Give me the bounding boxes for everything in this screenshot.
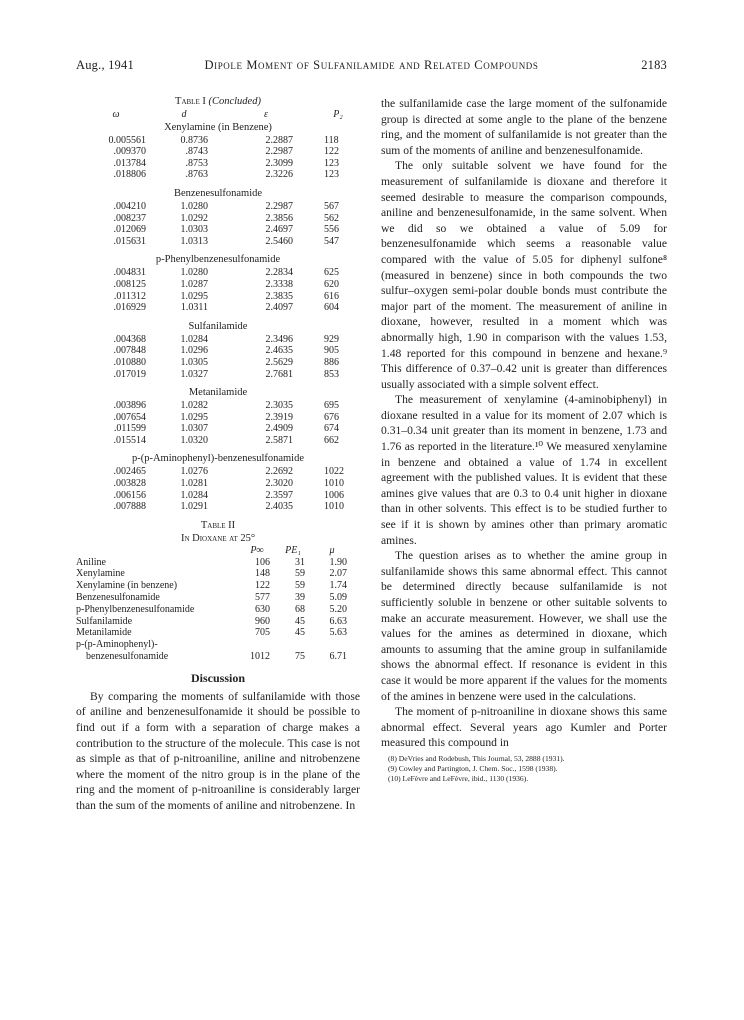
table-row bbox=[76, 604, 360, 616]
table-cell: 2.2692 bbox=[265, 466, 293, 478]
table-cell: 2.5629 bbox=[265, 356, 293, 368]
table-row bbox=[76, 568, 360, 580]
table-1-col-omega: ω bbox=[112, 109, 120, 120]
table-row bbox=[76, 592, 360, 604]
table-1-group-title: Metanilamide bbox=[188, 387, 248, 399]
table-cell: 2.3099 bbox=[265, 157, 293, 169]
table-cell: 2.2887 bbox=[265, 134, 293, 146]
table-cell: 676 bbox=[324, 411, 339, 423]
table-cell: 122 bbox=[324, 146, 339, 158]
table-cell: 929 bbox=[324, 333, 339, 345]
table-1-group-title: Sulfanilamide bbox=[188, 320, 248, 332]
table-cell: 6.63 bbox=[329, 615, 347, 627]
table-cell: 2.3226 bbox=[265, 169, 293, 181]
table-cell: 31 bbox=[295, 556, 305, 568]
table-1-group-title: p-Phenylbenzenesulfonamide bbox=[155, 254, 281, 266]
footnotes bbox=[381, 754, 667, 785]
table-cell: .8743 bbox=[185, 146, 208, 158]
table-cell: .011599 bbox=[113, 423, 146, 435]
table-cell: .006156 bbox=[113, 489, 146, 501]
paragraph: the sulfanilamide case the large moment of the sulfonamide group is directed at some angle to the plane of the benzene ring, and the moment of sulfanilamide is not greater than the sum of the moments of aniline and benzenesulfonamide. bbox=[381, 97, 667, 157]
table-row bbox=[76, 345, 360, 357]
table-2-body bbox=[76, 557, 360, 663]
table-cell: 2.2987 bbox=[265, 200, 293, 212]
table-cell: .015631 bbox=[113, 235, 146, 247]
table-cell: .012069 bbox=[113, 224, 146, 236]
table-cell: 1.0313 bbox=[180, 235, 208, 247]
table-cell: 6.71 bbox=[329, 651, 347, 663]
table-cell: 5.20 bbox=[329, 603, 347, 615]
table-row bbox=[76, 369, 360, 381]
table-row bbox=[76, 580, 360, 592]
table-cell: 625 bbox=[324, 267, 339, 279]
table-cell: 567 bbox=[324, 200, 339, 212]
table-cell: .8763 bbox=[185, 169, 208, 181]
table-1-group bbox=[76, 386, 360, 446]
table-cell: 2.4697 bbox=[265, 224, 293, 236]
compound-name: Sulfanilamide bbox=[76, 615, 133, 627]
footnote: (10) LeFèvre and LeFèvre, ibid., 1130 (1936). bbox=[388, 774, 529, 784]
table-2-header bbox=[76, 545, 360, 557]
table-cell: .8753 bbox=[185, 157, 208, 169]
compound-name: Aniline bbox=[76, 556, 106, 568]
table-row bbox=[76, 478, 360, 490]
table-cell: 1.0305 bbox=[180, 356, 208, 368]
table-cell: 620 bbox=[324, 278, 339, 290]
table-row bbox=[76, 169, 360, 181]
table-cell: 662 bbox=[324, 434, 339, 446]
table-1-group bbox=[76, 253, 360, 313]
table-cell: .002465 bbox=[113, 466, 146, 478]
compound-name: Benzenesulfonamide bbox=[76, 592, 160, 604]
table-cell: .013784 bbox=[113, 157, 146, 169]
table-cell: 705 bbox=[255, 627, 270, 639]
table-cell: 1.74 bbox=[329, 580, 347, 592]
table-1-group-title: Benzenesulfonamide bbox=[173, 187, 263, 199]
table-row bbox=[76, 135, 360, 147]
table-cell: 2.3597 bbox=[265, 489, 293, 501]
table-cell: 2.4035 bbox=[265, 501, 293, 513]
table-cell: .007654 bbox=[113, 411, 146, 423]
table-cell: 75 bbox=[295, 651, 305, 663]
table-1-group bbox=[76, 121, 360, 181]
table-cell: .016929 bbox=[113, 302, 146, 314]
table-cell: .017019 bbox=[113, 368, 146, 380]
table-cell: 1006 bbox=[324, 489, 344, 501]
table-cell: 2.3020 bbox=[265, 478, 293, 490]
table-1-group bbox=[76, 452, 360, 512]
table-1-group-title: Xenylamine (in Benzene) bbox=[164, 121, 272, 133]
table-cell: 45 bbox=[295, 627, 305, 639]
table-cell: 1.0296 bbox=[180, 345, 208, 357]
paragraph: The measurement of xenylamine (4-aminobiphenyl) in dioxane resulted in a value for its moment of 2.07 which is 0.31–0.34 unit greater than its moment in benzene, 1.73 and 1.76 as reported in the literature.¹⁰ We measured xenylamine in benzene and obtained a value of 1.74 in excellent agreement with the published values. It is evident that these amines give values that are 0.3 to 0.4 unit higher in dioxane than in other solvents. This effect is to be studied further to see if it is shown by amines other than primary aromatic amines. bbox=[381, 393, 667, 547]
table-2-subcaption: In Dioxane at 25° bbox=[180, 532, 256, 544]
table-cell: 2.2834 bbox=[265, 267, 293, 279]
table-cell: 2.3035 bbox=[265, 400, 293, 412]
table-1-caption-note: (Concluded) bbox=[208, 96, 261, 107]
table-1-group-title: p-(p-Aminophenyl)-benzenesulfonamide bbox=[131, 453, 305, 465]
table-cell: 2.4635 bbox=[265, 345, 293, 357]
table-row bbox=[76, 158, 360, 170]
table-row bbox=[76, 490, 360, 502]
footnote: (9) Cowley and Partington, J. Chem. Soc., 1598 (1938). bbox=[388, 764, 558, 774]
table-cell: 1.0280 bbox=[180, 267, 208, 279]
table-1-header bbox=[76, 109, 360, 121]
table-cell: 577 bbox=[255, 592, 270, 604]
table-cell: 1010 bbox=[324, 478, 344, 490]
page-number: 2183 bbox=[641, 58, 667, 72]
table-1-col-d: d bbox=[181, 109, 187, 120]
table-cell: 1.0276 bbox=[180, 466, 208, 478]
table-cell: 1.0291 bbox=[180, 501, 208, 513]
table-1-caption: Table I (Concluded) bbox=[175, 96, 261, 107]
table-cell: 1.0295 bbox=[180, 290, 208, 302]
table-1-group bbox=[76, 187, 360, 247]
compound-name: Xenylamine bbox=[76, 568, 125, 580]
header-title: Dipole Moment of Sulfanilamide and Related Compounds bbox=[204, 58, 539, 72]
table-cell: 1022 bbox=[324, 466, 344, 478]
table-cell: 1.0303 bbox=[180, 224, 208, 236]
table-row bbox=[76, 400, 360, 412]
table-cell: 5.09 bbox=[329, 592, 347, 604]
table-row bbox=[76, 651, 360, 663]
table-cell: .011312 bbox=[113, 290, 146, 302]
table-cell: 674 bbox=[324, 423, 339, 435]
table-row bbox=[76, 466, 360, 478]
table-cell: 59 bbox=[295, 568, 305, 580]
table-row bbox=[76, 627, 360, 639]
table-row bbox=[76, 302, 360, 314]
table-cell: 2.3835 bbox=[265, 290, 293, 302]
table-cell: 2.5460 bbox=[265, 235, 293, 247]
table-cell: 1.0287 bbox=[180, 278, 208, 290]
table-row bbox=[76, 501, 360, 513]
table-cell: 556 bbox=[324, 224, 339, 236]
table-row bbox=[76, 213, 360, 225]
table-row bbox=[76, 423, 360, 435]
table-cell: 2.5871 bbox=[265, 434, 293, 446]
table-row bbox=[76, 236, 360, 248]
table-cell: 106 bbox=[255, 556, 270, 568]
table-row bbox=[76, 639, 360, 651]
table-cell: .004210 bbox=[113, 200, 146, 212]
table-cell: 2.4909 bbox=[265, 423, 293, 435]
table-cell: 886 bbox=[324, 356, 339, 368]
footnote: (8) DeVries and Rodebush, This Journal, 53, 2888 (1931). bbox=[388, 753, 565, 763]
table-cell: 1.0280 bbox=[180, 200, 208, 212]
table-cell: .018806 bbox=[113, 169, 146, 181]
table-cell: 562 bbox=[324, 212, 339, 224]
table-cell: .008125 bbox=[113, 278, 146, 290]
compound-name: Xenylamine (in benzene) bbox=[76, 580, 178, 592]
header-date: Aug., 1941 bbox=[76, 58, 134, 72]
table-cell: 2.07 bbox=[329, 568, 347, 580]
table-cell: 68 bbox=[295, 603, 305, 615]
table-1-group bbox=[76, 320, 360, 380]
table-cell: 123 bbox=[324, 157, 339, 169]
right-column bbox=[381, 96, 667, 785]
table-row bbox=[76, 279, 360, 291]
table-1-col-p2: P₂ bbox=[333, 109, 343, 120]
table-cell: 1.0284 bbox=[180, 489, 208, 501]
table-cell: 148 bbox=[255, 568, 270, 580]
table-2-col-mu: μ bbox=[329, 544, 335, 556]
table-cell: 2.3856 bbox=[265, 212, 293, 224]
table-2-col-pe1: PE₁ bbox=[285, 544, 301, 556]
table-row bbox=[76, 146, 360, 158]
paragraph: The question arises as to whether the amine group in sulfanilamide shows this same abnormal effect. This cannot be determined directly because sulfanilamide is not sufficiently soluble in benzene or other suitable solvents to make an accurate measurement. However, we shall use the values for the amines as determined in dioxane, which amounts to assuming that the amine group in sulfanilamide shows the abnormal effect. If resonance is evident in this case it would be more apparent if the values for the moments of the amines in benzene were used in the calculations. bbox=[381, 549, 667, 703]
table-cell: 1.0282 bbox=[180, 400, 208, 412]
running-header bbox=[76, 58, 667, 76]
table-cell: 905 bbox=[324, 345, 339, 357]
paragraph: The only suitable solvent we have found for the measurement of sulfanilamide is dioxane and therefore it seemed desirable to measure the comparison compounds, aniline and benzenesulfonamide, in the same solvent. When we did so we obtained a value of 5.09 for benzenesulfonamide which seems a reasonable value compared with the value of 5.05 for diphenyl sulfone⁸ (measured in benzene) since in both compounds the two sulfur–oxygen semi-polar double bonds must contribute the major part of the moment. The measurement of aniline in dioxane, however, resulted in a moment which was abnormally high, 1.90 in comparison with the values 1.53, 1.48 reported for this compound in benzene and hexane.⁹ This difference of 0.37–0.42 unit is greater than differences usually associated with a simple solvent effect. bbox=[381, 159, 667, 391]
discussion-body bbox=[76, 689, 360, 814]
table-cell: .004368 bbox=[113, 333, 146, 345]
table-cell: 853 bbox=[324, 368, 339, 380]
paragraph: By comparing the moments of sulfanilamide with those of aniline and benzenesulfonamide it should be possible to find out if a form with a separation of charge makes a contribution to the structure of the molecule. This case is not as simple as that of p-nitroaniline, aniline and nitrobenzene where the moment of the nitro group is in the plane of the ring and the moment of p-nitroaniline is considerably larger than the sum of the moments of aniline and nitrobenzene. In bbox=[76, 689, 360, 812]
compound-name: Metanilamide bbox=[76, 627, 132, 639]
table-cell: .010880 bbox=[113, 356, 146, 368]
table-row bbox=[76, 616, 360, 628]
table-cell: 695 bbox=[324, 400, 339, 412]
table-cell: 5.63 bbox=[329, 627, 347, 639]
table-row bbox=[76, 224, 360, 236]
table-cell: 2.3338 bbox=[265, 278, 293, 290]
discussion-heading: Discussion bbox=[190, 670, 246, 685]
left-column bbox=[76, 96, 360, 814]
table-cell: 1012 bbox=[250, 651, 270, 663]
compound-name: benzenesulfonamide bbox=[86, 651, 169, 663]
table-cell: .003828 bbox=[113, 478, 146, 490]
table-cell: 2.3919 bbox=[265, 411, 293, 423]
table-cell: 1.90 bbox=[329, 556, 347, 568]
table-cell: 616 bbox=[324, 290, 339, 302]
table-1 bbox=[76, 96, 360, 513]
table-cell: .004831 bbox=[113, 267, 146, 279]
table-cell: 0.005561 bbox=[108, 134, 146, 146]
compound-name: p-Phenylbenzenesulfonamide bbox=[76, 603, 195, 615]
table-cell: 59 bbox=[295, 580, 305, 592]
paragraph: The moment of p-nitroaniline in dioxane shows this same abnormal effect. Several years ago Kumler and Porter measured this compound in bbox=[381, 705, 667, 750]
table-row bbox=[76, 201, 360, 213]
table-cell: 1.0327 bbox=[180, 368, 208, 380]
table-cell: 0.8736 bbox=[180, 134, 208, 146]
table-cell: .009370 bbox=[113, 146, 146, 158]
table-cell: 2.2987 bbox=[265, 146, 293, 158]
table-2-caption: Table II bbox=[200, 519, 236, 531]
right-body bbox=[381, 96, 667, 751]
table-cell: .015514 bbox=[113, 434, 146, 446]
compound-name: p-(p-Aminophenyl)- bbox=[76, 639, 158, 651]
table-row bbox=[76, 267, 360, 279]
table-cell: 2.7681 bbox=[265, 368, 293, 380]
table-cell: 604 bbox=[324, 302, 339, 314]
table-cell: 45 bbox=[295, 615, 305, 627]
table-row bbox=[76, 557, 360, 569]
table-row bbox=[76, 291, 360, 303]
table-cell: 960 bbox=[255, 615, 270, 627]
table-cell: 1.0295 bbox=[180, 411, 208, 423]
table-cell: 2.4097 bbox=[265, 302, 293, 314]
table-cell: 39 bbox=[295, 592, 305, 604]
table-cell: .003896 bbox=[113, 400, 146, 412]
table-cell: 1.0311 bbox=[180, 302, 208, 314]
table-2-col-pinf: P∞ bbox=[250, 544, 264, 556]
table-row bbox=[76, 412, 360, 424]
table-cell: 630 bbox=[255, 603, 270, 615]
table-row bbox=[76, 435, 360, 447]
table-cell: 1.0284 bbox=[180, 333, 208, 345]
table-1-col-epsilon: ε bbox=[264, 109, 268, 120]
table-cell: 123 bbox=[324, 169, 339, 181]
table-2 bbox=[76, 519, 360, 663]
table-cell: 2.3496 bbox=[265, 333, 293, 345]
table-cell: 122 bbox=[255, 580, 270, 592]
table-cell: 1.0307 bbox=[180, 423, 208, 435]
table-row bbox=[76, 334, 360, 346]
table-cell: .007888 bbox=[113, 501, 146, 513]
table-cell: 118 bbox=[324, 134, 339, 146]
table-cell: .007848 bbox=[113, 345, 146, 357]
table-1-body bbox=[76, 121, 360, 513]
table-cell: 1.0281 bbox=[180, 478, 208, 490]
table-cell: 1.0320 bbox=[180, 434, 208, 446]
table-cell: .008237 bbox=[113, 212, 146, 224]
table-cell: 547 bbox=[324, 235, 339, 247]
table-cell: 1010 bbox=[324, 501, 344, 513]
table-cell: 1.0292 bbox=[180, 212, 208, 224]
table-row bbox=[76, 357, 360, 369]
